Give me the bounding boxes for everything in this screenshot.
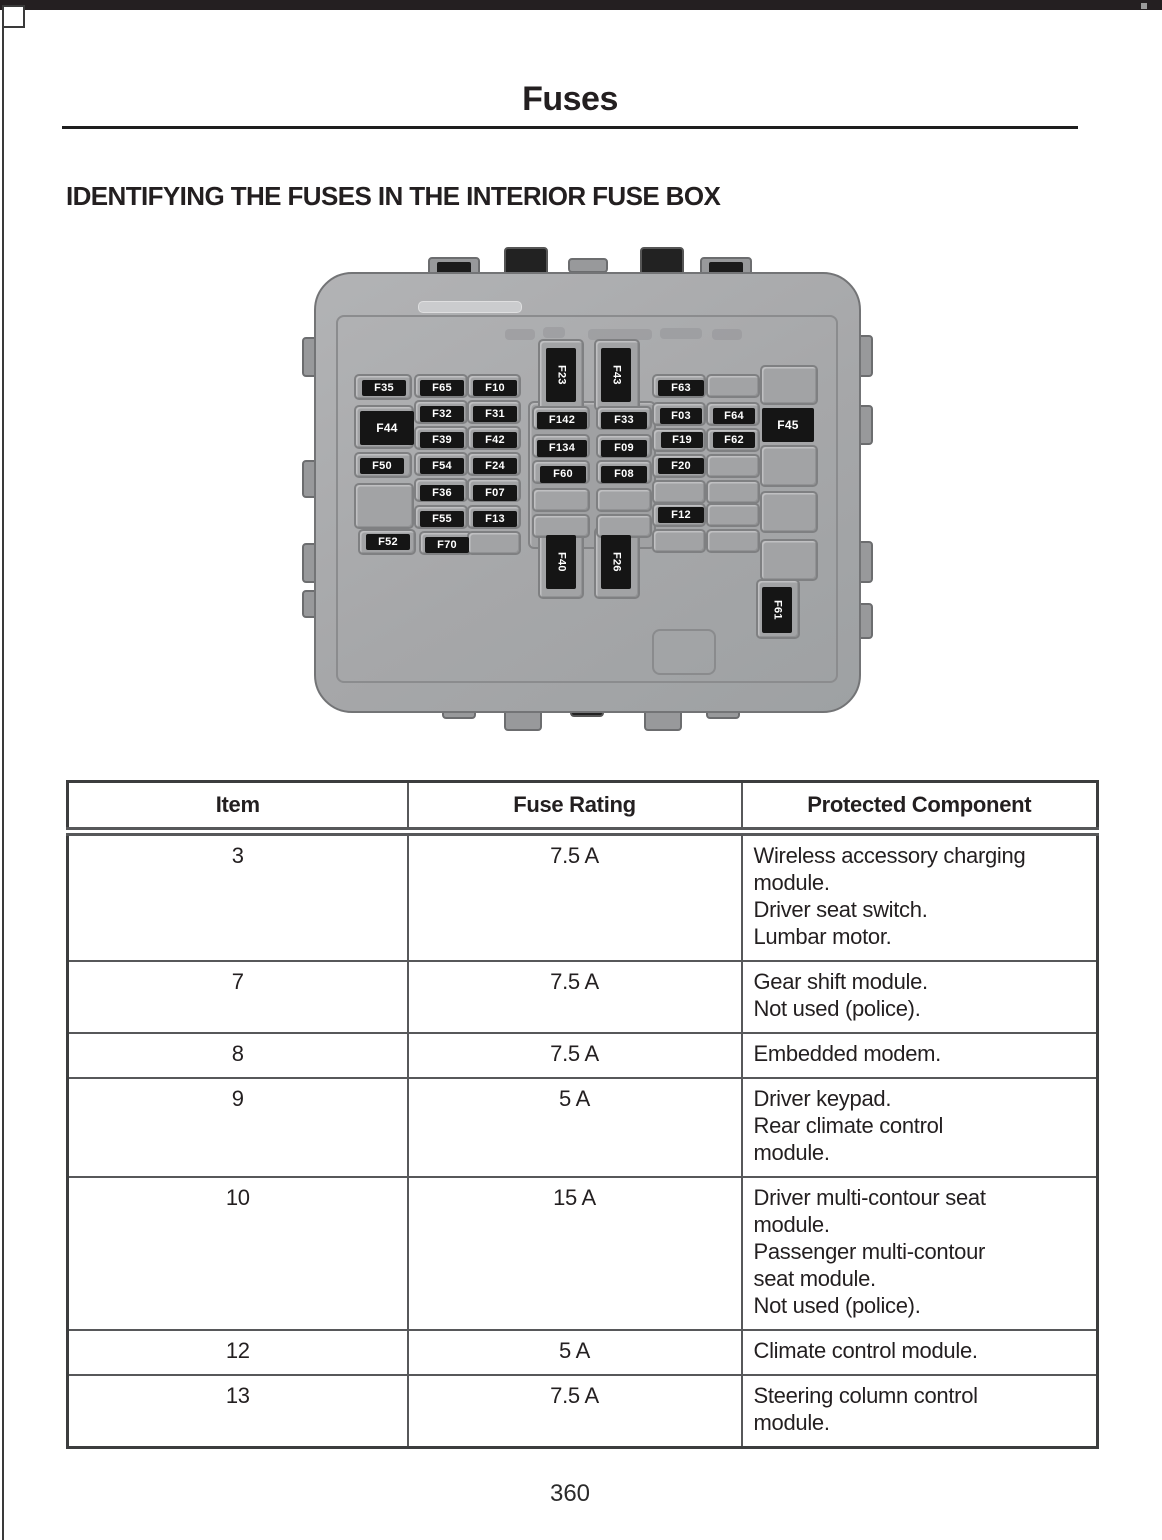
fuse-slot [706, 480, 760, 504]
fuse-F43: F43 [601, 348, 631, 402]
fuse-table [66, 780, 1099, 1449]
left-edge-rule [2, 5, 4, 1540]
fuse-slot [760, 539, 818, 581]
cell-fuse-rating: 5 A [408, 1330, 742, 1375]
interior-fuse-box-diagram [300, 245, 875, 735]
cell-item: 8 [68, 1033, 408, 1078]
cell-protected-component [742, 1033, 1098, 1078]
fuse-F40: F40 [546, 535, 576, 589]
cell-item: 12 [68, 1330, 408, 1375]
fuse-slot [532, 488, 590, 512]
table-row [68, 1375, 1098, 1448]
component-line: Wireless accessory charging [753, 843, 1026, 868]
fuse-F39: F39 [420, 432, 464, 448]
fuse-F61: F61 [762, 587, 792, 633]
component-line: Not used (police). [753, 996, 921, 1021]
column-header-fuse-rating: Fuse Rating [408, 782, 742, 832]
fuse-slot [354, 483, 414, 529]
fuse-F70: F70 [425, 537, 469, 553]
fuse-slot [652, 529, 706, 553]
fuse-slot [467, 531, 521, 555]
fuse-F20: F20 [658, 458, 704, 474]
cover-notch [652, 629, 716, 675]
fuse-slot [706, 503, 760, 527]
component-line: Driver seat switch. [753, 897, 928, 922]
fuse-F23: F23 [546, 348, 576, 402]
cell-item: 9 [68, 1078, 408, 1177]
cell-fuse-rating: 7.5 A [408, 961, 742, 1033]
fuse-F35: F35 [362, 380, 406, 396]
fuse-slot [652, 480, 706, 504]
cell-item: 7 [68, 961, 408, 1033]
connector-tab [568, 258, 608, 273]
fuse-slot [760, 365, 818, 405]
table-row [68, 1177, 1098, 1330]
component-line: module. [753, 870, 830, 895]
fuse-F60: F60 [540, 466, 586, 483]
section-heading: IDENTIFYING THE FUSES IN THE INTERIOR FUSE BOX [66, 181, 721, 211]
top-slot-detail [418, 301, 522, 313]
embossed-marking [712, 329, 742, 340]
fuse-F52: F52 [366, 534, 410, 550]
component-line: module. [753, 1410, 830, 1435]
component-line: Not used (police). [753, 1293, 921, 1318]
table-header-row [68, 782, 1098, 832]
cell-protected-component [742, 961, 1098, 1033]
fuse-F03: F03 [660, 408, 702, 424]
column-header-protected-component: Protected Component [742, 782, 1098, 832]
table-row [68, 1078, 1098, 1177]
cell-item: 3 [68, 832, 408, 962]
fuse-F54: F54 [420, 458, 464, 474]
fuse-F24: F24 [473, 458, 517, 474]
fuse-F63: F63 [658, 380, 704, 396]
cell-fuse-rating: 15 A [408, 1177, 742, 1330]
fuse-slot [706, 374, 760, 398]
fuse-F142: F142 [537, 412, 587, 429]
component-line: Climate control module. [753, 1338, 978, 1363]
table-row [68, 961, 1098, 1033]
fuse-F55: F55 [420, 511, 464, 527]
component-line: module. [753, 1212, 830, 1237]
component-line: Gear shift module. [753, 969, 928, 994]
table-row [68, 1033, 1098, 1078]
fuse-F08: F08 [601, 466, 647, 483]
fuse-F45: F45 [762, 408, 814, 442]
top-left-corner-mark [2, 5, 25, 28]
component-line: Driver keypad. [753, 1086, 892, 1111]
fuse-F65: F65 [420, 380, 464, 396]
fuse-F10: F10 [473, 380, 517, 396]
cell-fuse-rating: 7.5 A [408, 1375, 742, 1448]
component-line: Steering column control [753, 1383, 978, 1408]
embossed-marking [505, 329, 535, 340]
fuse-F64: F64 [713, 408, 755, 424]
cell-protected-component [742, 832, 1098, 962]
fuse-F13: F13 [473, 511, 517, 527]
cell-fuse-rating: 7.5 A [408, 832, 742, 962]
page-number: 360 [549, 1480, 591, 1507]
fuse-F09: F09 [601, 440, 647, 457]
fuse-F36: F36 [420, 485, 464, 501]
cell-protected-component [742, 1375, 1098, 1448]
fuse-slot [760, 491, 818, 533]
fuse-slot [760, 445, 818, 487]
cell-fuse-rating: 7.5 A [408, 1033, 742, 1078]
cell-protected-component [742, 1330, 1098, 1375]
fuse-slot [706, 454, 760, 478]
component-line: seat module. [753, 1266, 876, 1291]
fuse-F50: F50 [360, 458, 404, 474]
component-line: module. [753, 1140, 830, 1165]
fuse-F07: F07 [473, 485, 517, 501]
table-row [68, 832, 1098, 962]
component-line: Driver multi-contour seat [753, 1185, 986, 1210]
table-row [68, 1330, 1098, 1375]
component-line: Rear climate control [753, 1113, 944, 1138]
fuse-F32: F32 [420, 406, 464, 422]
embossed-marking [660, 328, 702, 339]
component-line: Lumbar motor. [753, 924, 892, 949]
top-right-mark [1141, 3, 1147, 9]
fuse-slot [596, 488, 652, 512]
cell-protected-component [742, 1078, 1098, 1177]
fuse-F62: F62 [713, 432, 755, 448]
fuse-F12: F12 [658, 507, 704, 523]
fuse-F19: F19 [661, 432, 703, 448]
cell-item: 13 [68, 1375, 408, 1448]
fuse-F33: F33 [601, 412, 647, 429]
fuse-slot [706, 529, 760, 553]
page-title: Fuses [522, 80, 618, 118]
fuse-F134: F134 [537, 440, 587, 457]
component-line: Passenger multi-contour [753, 1239, 986, 1264]
component-line: Embedded modem. [753, 1041, 941, 1066]
cell-fuse-rating: 5 A [408, 1078, 742, 1177]
cell-protected-component [742, 1177, 1098, 1330]
cell-item: 10 [68, 1177, 408, 1330]
fuse-F31: F31 [473, 406, 517, 422]
title-divider [62, 126, 1078, 129]
fuse-F44: F44 [360, 411, 414, 445]
embossed-marking [543, 327, 565, 338]
column-header-item: Item [68, 782, 408, 832]
fuse-F26: F26 [601, 535, 631, 589]
fuse-F42: F42 [473, 432, 517, 448]
top-bar-decoration [0, 0, 1162, 10]
